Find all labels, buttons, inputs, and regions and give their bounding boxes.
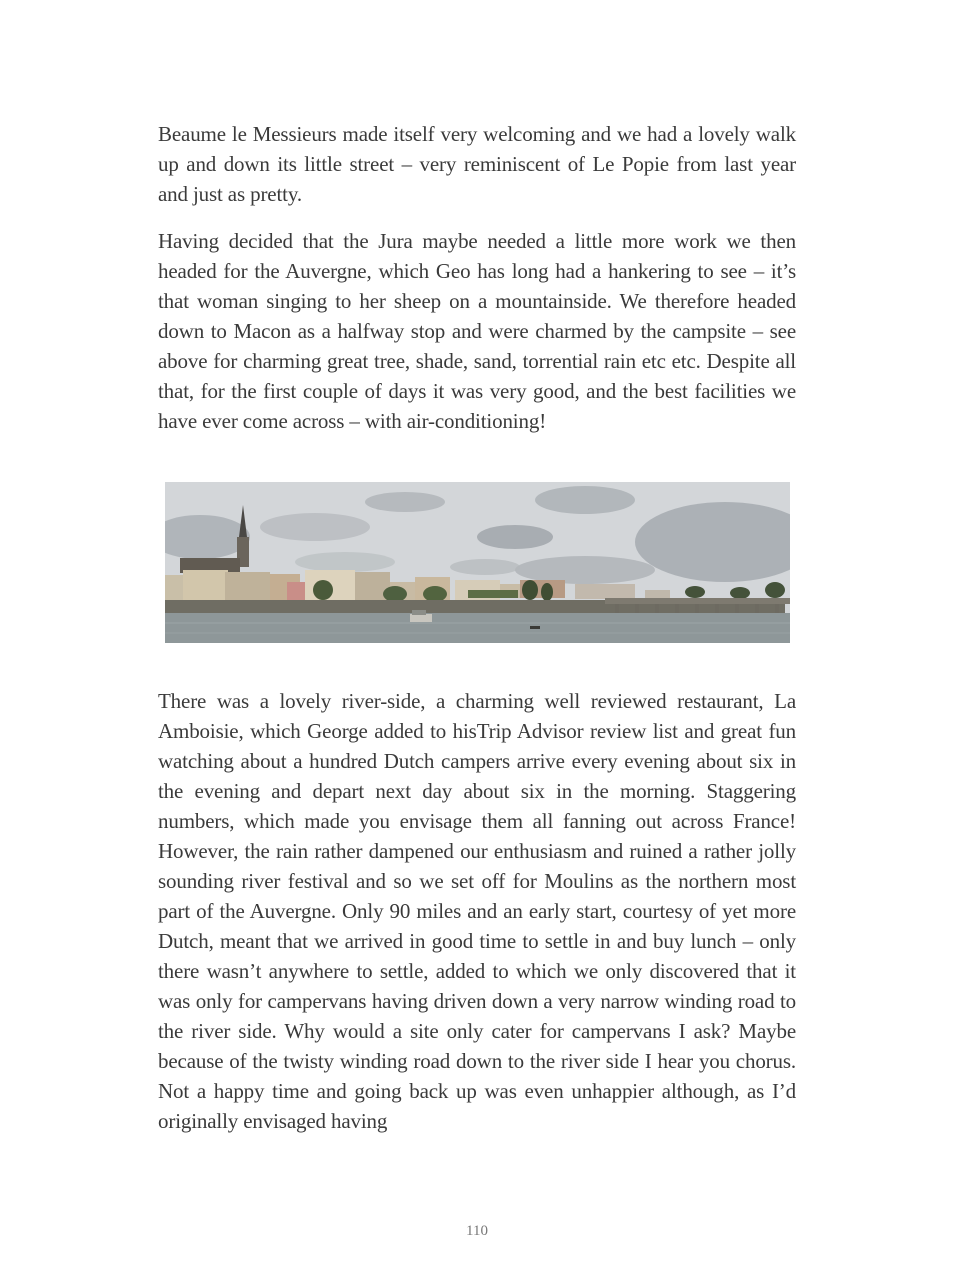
page-number: 110 bbox=[466, 1223, 488, 1239]
photo-illustration bbox=[165, 482, 790, 643]
riverside-town-photo bbox=[165, 482, 790, 643]
paragraph-beaume: Beaume le Messieurs made itself very welcoming and we had a lovely walk up and down its little street – very reminiscent of Le Popie from last year and just as pretty. bbox=[158, 122, 796, 206]
paragraph-auvergne-macon: Having decided that the Jura maybe needed a little more work we then headed for the Auvergne, which Geo has long had a hankering to see – it’s that woman singing to her sheep on a mountainside. We therefore headed down to Macon as a halfway stop and were charmed by the campsite – see above for charming great tree, shade, sand, torrential rain etc etc. Despite all that, for the first couple of days it was very good, and the best facilities we have ever come across – with air-conditioning! bbox=[158, 229, 796, 433]
paragraph-riverside-moulins: There was a lovely river-side, a charming well reviewed restaurant, La Amboisie, which George added to hisTrip Advisor review list and great fun watching about a hundred Dutch campers arrive every evening about six in the evening and depart next day about six in the morning. Staggering numbers, which made you envisage them all fanning out across France! However, the rain rather dampened our enthusiasm and ruined a rather jolly sounding river festival and so we set off for Moulins as the northern most part of the Auvergne. Only 90 miles and an early start, courtesy of yet more Dutch, meant that we arrived in good time to settle in and buy lunch – only there wasn’t anywhere to settle, added to which we only discovered that it was only for campervans having driven down a very narrow winding road to the river side. Why would a site only cater for campervans I ask? Maybe because of the twisty winding road down to the river side I hear you chorus. Not a happy time and going back up was even unhappier although, as I’d originally envisaged having bbox=[158, 689, 796, 1133]
